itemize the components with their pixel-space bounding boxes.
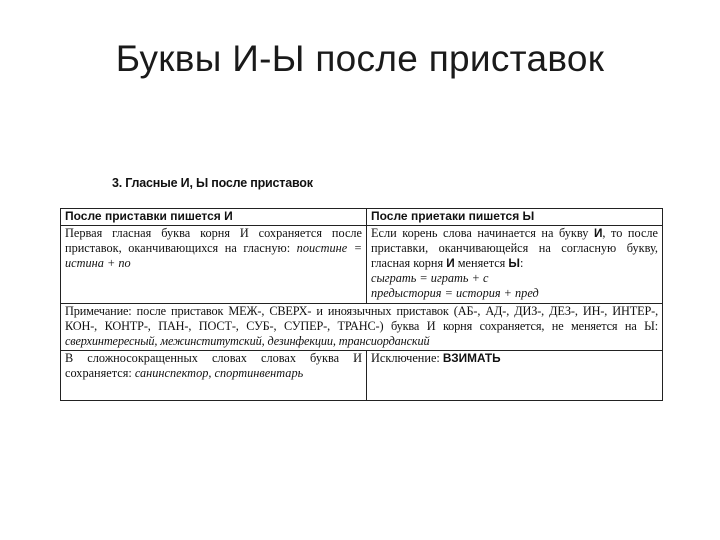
rule-y-letter-y: Ы	[508, 256, 520, 270]
rule-y-text-d: :	[519, 256, 524, 270]
note-text-c: буква И корня сохраняется, не меняется на Ы:	[383, 319, 659, 333]
rule-y-example-1: сыграть = играть + с	[371, 271, 489, 285]
header-right: После приетаки пишется Ы	[367, 209, 663, 226]
rule-y-letter-i-2: И	[446, 256, 455, 270]
note-cell	[61, 304, 663, 351]
compound-words-cell	[61, 351, 367, 401]
note-text-b: и иноязычных приставок	[311, 304, 454, 318]
table-row	[61, 304, 663, 351]
scanned-rule-table	[60, 176, 665, 426]
rule-y-text-c: меняется	[454, 256, 509, 270]
rule-y-letter-i: И	[593, 226, 603, 240]
rule-i-text: Первая гласная буква корня И сохраняется после приставок, оканчивающихся на гласную:	[65, 226, 362, 255]
rule-y-text-a: Если корень слова начинается на букву	[371, 226, 594, 240]
compound-words-examples: санинспектор, спортинвентарь	[134, 366, 304, 380]
note-prefixes-a: МЕЖ-, СВЕРХ-	[228, 304, 312, 318]
rule-y-example-2: предыстория = история + пред	[371, 286, 539, 300]
section-heading: 3. Гласные И, Ы после приставок	[112, 176, 313, 190]
compound-words-text: В сложносокращенных словах словах буква И сохраняется:	[65, 351, 362, 380]
rule-y-text-b: , то после приставки, оканчивающейся на согласную букву, гласная корня	[371, 226, 659, 270]
exception-cell	[367, 351, 663, 401]
note-text-a: Примечание: после приставок	[65, 304, 229, 318]
rules-table	[60, 208, 663, 401]
exception-word: ВЗИМАТЬ	[442, 351, 501, 365]
rule-i-cell	[61, 226, 367, 304]
rule-y-cell	[367, 226, 663, 304]
rule-i-example: поистине = истина + по	[65, 241, 363, 270]
table-row	[61, 351, 663, 401]
table-header-row	[61, 209, 663, 226]
slide-title: Буквы И-Ы после приставок	[115, 38, 605, 79]
exception-label: Исключение:	[371, 351, 443, 365]
table-row	[61, 226, 663, 304]
note-prefixes-b: (АБ-, АД-, ДИЗ-, ДЕЗ-, ИН-, ИНТЕР-, КОН-, КОНТР-, ПАН-, ПОСТ-, СУБ-, СУПЕР-, ТРАНС-)	[65, 304, 658, 333]
header-left: После приставки пишется И	[61, 209, 367, 226]
note-examples: сверхинтересный, межинститутский, дезинфекции, трансиорданский	[65, 334, 430, 348]
